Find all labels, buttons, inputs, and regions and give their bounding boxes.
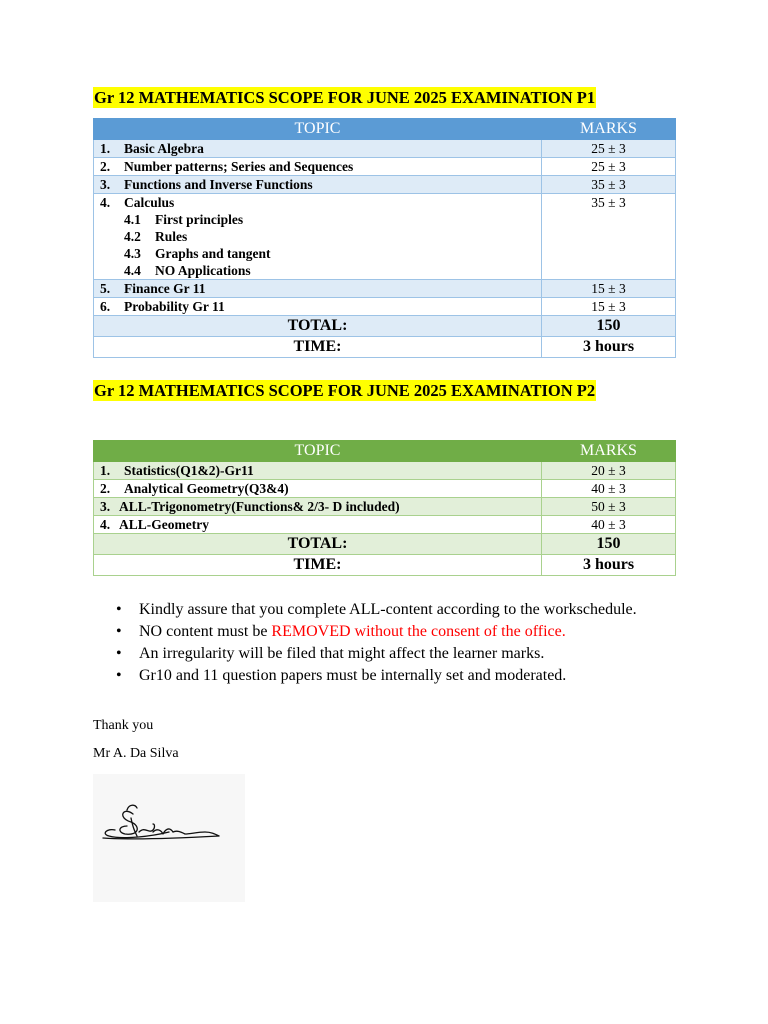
p1-scope-table [93,118,676,358]
p1-title: Gr 12 MATHEMATICS SCOPE FOR JUNE 2025 EXAMINATION P1 [94,88,596,107]
p2-scope-table [93,440,676,576]
table-row [94,480,676,498]
bullet-icon: • [116,601,122,618]
list-item [116,621,739,643]
list-item [116,643,739,665]
subtopic-item: 4.1 First principles [124,212,244,227]
row-number: 1. [100,141,111,156]
bullet-icon: • [116,623,122,640]
row-topic: Functions and Inverse Functions [124,177,313,192]
time-value: 3 hours [542,337,676,358]
note-text: NO content must be [139,623,272,640]
total-label: TOTAL: [94,534,542,555]
signatory-name: Mr A. Da Silva [93,746,179,761]
time-label: TIME: [94,555,542,576]
total-value: 150 [542,534,676,555]
total-label: TOTAL: [94,316,542,337]
row-marks: 35 ± 3 [542,176,676,194]
warning-text: REMOVED without the consent of the office. [271,623,566,640]
subtopic-item: 4.3 Graphs and tangent [124,246,271,261]
table-row [94,298,676,316]
row-number: 1. [100,463,111,478]
marks-header: MARKS [542,441,676,462]
row-number: 6. [100,299,111,314]
p2-title: Gr 12 MATHEMATICS SCOPE FOR JUNE 2025 EXAMINATION P2 [94,381,596,400]
subtopic-item: 4.4 NO Applications [124,263,251,278]
row-marks: 20 ± 3 [542,462,676,480]
row-number: 3. [100,177,111,192]
row-marks: 15 ± 3 [542,280,676,298]
time-row [94,337,676,358]
bullet-icon: • [116,645,122,662]
row-topic: Finance Gr 11 [124,281,206,296]
total-row [94,534,676,555]
row-marks: 25 ± 3 [542,158,676,176]
signature-image [93,774,245,902]
row-topic: Statistics(Q1&2)-Gr11 [124,463,254,478]
row-marks: 15 ± 3 [542,298,676,316]
row-topic: Analytical Geometry(Q3&4) [124,481,289,496]
marks-header: MARKS [542,119,676,140]
total-value: 150 [542,316,676,337]
row-topic: ALL-Trigonometry(Functions& 2/3- D included) [119,499,400,514]
note-text: Gr10 and 11 question papers must be internally set and moderated. [139,667,567,684]
table-header-row [94,441,676,462]
row-marks: 35 ± 3 [542,194,676,280]
row-topic: Calculus [124,195,175,210]
row-number: 3. [100,499,111,514]
subtopic-item: 4.2 Rules [124,229,188,244]
thank-you-text: Thank you [93,718,154,733]
notes-list [93,599,739,687]
table-header-row [94,119,676,140]
table-row [94,140,676,158]
row-topic: Basic Algebra [124,141,204,156]
row-number: 2. [100,481,111,496]
bullet-icon: • [116,667,122,684]
time-row [94,555,676,576]
row-number: 4. [100,517,111,532]
row-marks: 40 ± 3 [542,480,676,498]
row-marks: 25 ± 3 [542,140,676,158]
note-text: An irregularity will be filed that might affect the learner marks. [139,645,545,662]
table-row [94,280,676,298]
row-marks: 50 ± 3 [542,498,676,516]
total-row [94,316,676,337]
row-topic: Number patterns; Series and Sequences [124,159,354,174]
row-number: 4. [100,195,111,210]
signature-icon [93,774,245,902]
row-topic: Probability Gr 11 [124,299,225,314]
row-number: 2. [100,159,111,174]
table-row [94,194,676,280]
topic-header: TOPIC [94,119,542,140]
note-text: Kindly assure that you complete ALL-content according to the workschedule. [139,601,637,618]
table-row [94,176,676,194]
time-label: TIME: [94,337,542,358]
table-row [94,516,676,534]
time-value: 3 hours [542,555,676,576]
topic-header: TOPIC [94,441,542,462]
row-marks: 40 ± 3 [542,516,676,534]
table-row [94,158,676,176]
table-row [94,498,676,516]
list-item [116,599,739,621]
row-number: 5. [100,281,111,296]
row-topic: ALL-Geometry [119,517,209,532]
list-item [116,665,739,687]
table-row [94,462,676,480]
